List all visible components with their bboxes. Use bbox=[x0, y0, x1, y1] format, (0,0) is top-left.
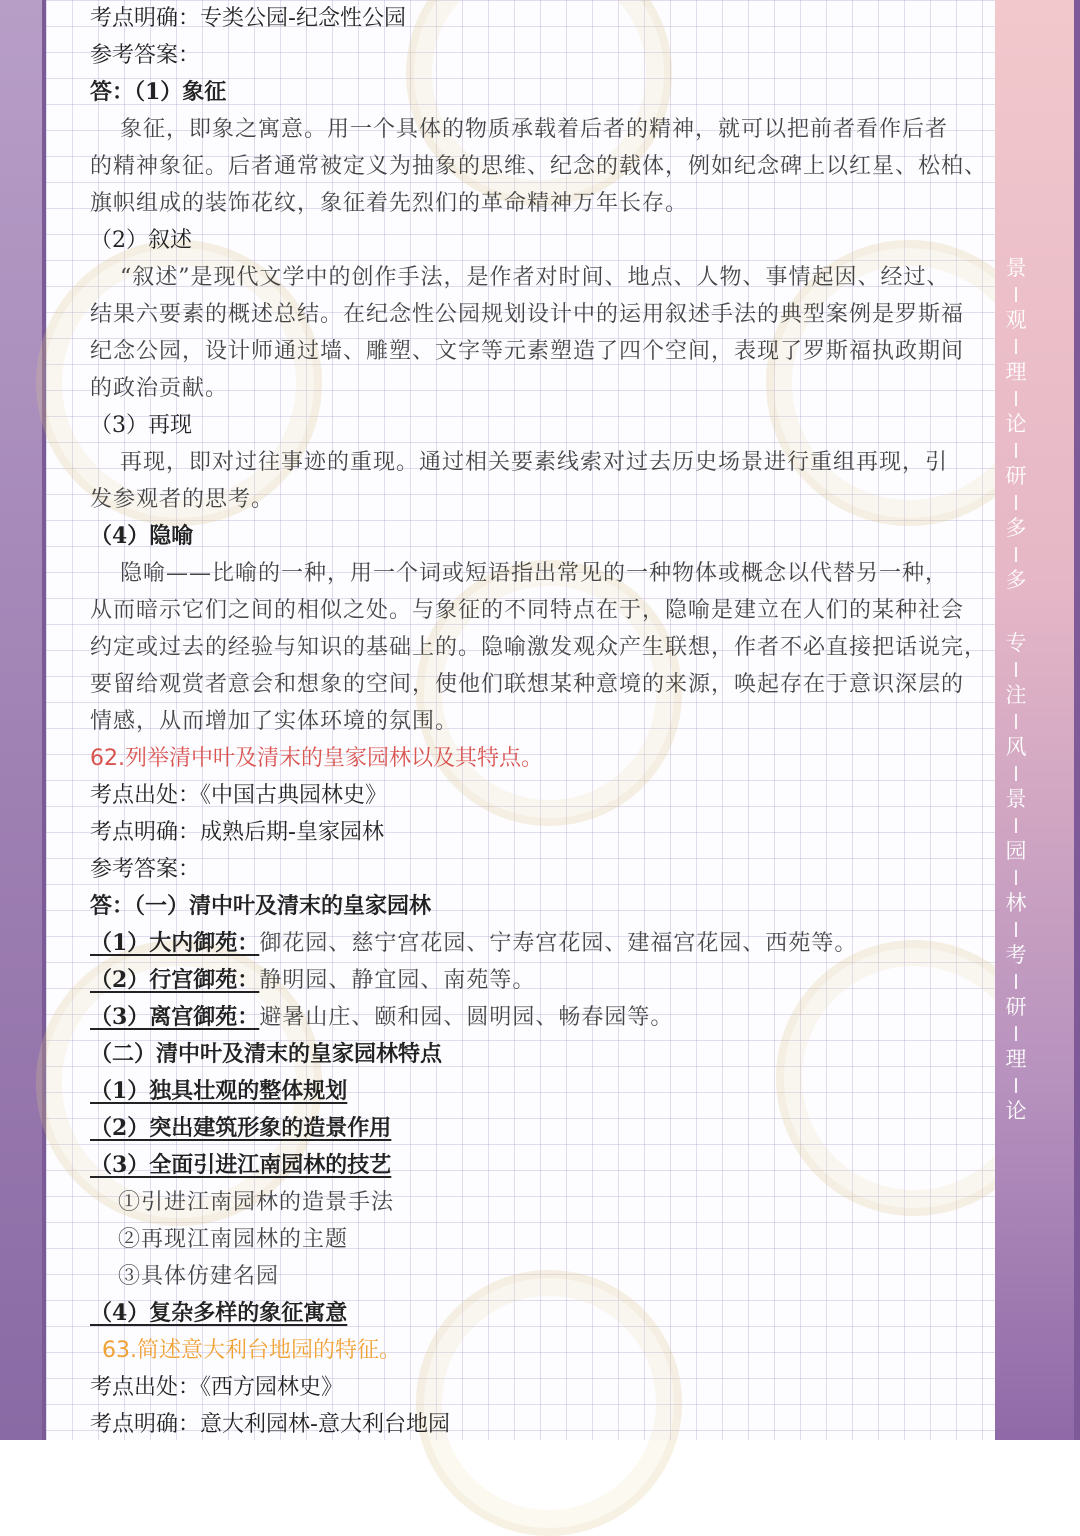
garden-category-item: （2）行宫御苑：静明园、静宜园、南苑等。 bbox=[90, 967, 536, 993]
question-62-title: 62.列举清中叶及清末的皇家园林以及其特点。 bbox=[90, 746, 543, 771]
feature-item: （3）全面引进江南园林的技艺 bbox=[90, 1152, 392, 1178]
left-decor-bar bbox=[0, 0, 46, 1440]
subheading: （2）叙述 bbox=[90, 228, 192, 253]
paragraph-line: 情感，从而增加了实体环境的氛围。 bbox=[90, 709, 459, 734]
paragraph-line: “叙述”是现代文学中的创作手法，是作者对时间、地点、人物、事情起因、经过、 bbox=[120, 265, 950, 290]
paragraph-line: 纪念公园，设计师通过墙、雕塑、文字等元素塑造了四个空间，表现了罗斯福执政期间 bbox=[90, 339, 965, 364]
question-62-source: 考点出处：《中国古典园林史》 bbox=[90, 783, 388, 808]
paragraph-line: 发参观者的思考。 bbox=[90, 487, 275, 512]
paragraph-line: 再现，即对过往事迹的重现。通过相关要素线索对过去历史场景进行重组再现，引 bbox=[120, 450, 949, 475]
garden-category-item: （1）大内御苑：御花园、慈宁宫花园、宁寿宫花园、建福宫花园、西苑等。 bbox=[90, 930, 858, 956]
subheading: （3）再现 bbox=[90, 413, 192, 438]
document-body bbox=[90, 0, 990, 1443]
feature-item: （2）突出建筑形象的造景作用 bbox=[90, 1115, 392, 1141]
sub-point: ③具体仿建名园 bbox=[118, 1264, 280, 1289]
sub-point: ②再现江南园林的主题 bbox=[118, 1227, 349, 1252]
paragraph-line: 从而暗示它们之间的相似之处。与象征的不同特点在于，隐喻是建立在人们的某种社会 bbox=[90, 598, 965, 623]
sub-point: ①引进江南园林的造景手法 bbox=[118, 1190, 395, 1215]
paragraph-line: 隐喻——比喻的一种，用一个词或短语指出常见的一种物体或概念以代替另一种， bbox=[120, 561, 949, 586]
paragraph-line: 要留给观赏者意会和想象的空间，使他们联想某种意境的来源，唤起存在于意识深层的 bbox=[90, 672, 965, 697]
garden-category-item: （3）离宫御苑：避暑山庄、颐和园、圆明园、畅春园等。 bbox=[90, 1004, 674, 1030]
kaodian-mingque: 考点明确：专类公园-纪念性公园 bbox=[90, 6, 406, 31]
paragraph-line: 的精神象征。后者通常被定义为抽象的思维、纪念的载体，例如纪念碑上以红星、松柏、 bbox=[90, 154, 988, 179]
question-63-point: 考点明确：意大利园林-意大利台地园 bbox=[90, 1412, 450, 1437]
question-63-title: 63.简述意大利台地园的特征。 bbox=[102, 1338, 401, 1363]
reference-answer-label: 参考答案： bbox=[90, 43, 201, 68]
vertical-title: 景 观 理 论 研 多 多 专 注 风 景 园 林 考 研 理 论 bbox=[1005, 256, 1027, 1123]
answer-heading: 答：（一）清中叶及清末的皇家园林 bbox=[90, 893, 432, 919]
subheading: （4）隐喻 bbox=[90, 523, 194, 549]
paragraph-line: 约定或过去的经验与知识的基础上的。隐喻激发观众产生联想，作者不必直接把话说完， bbox=[90, 635, 988, 660]
question-63-source: 考点出处：《西方园林史》 bbox=[90, 1375, 344, 1400]
paragraph-line: 旗帜组成的装饰花纹，象征着先烈们的革命精神万年长存。 bbox=[90, 191, 689, 216]
reference-answer-label: 参考答案： bbox=[90, 857, 201, 882]
question-62-point: 考点明确：成熟后期-皇家园林 bbox=[90, 820, 384, 845]
feature-item: （1）独具壮观的整体规划 bbox=[90, 1078, 348, 1104]
answer-heading: 答：（1）象征 bbox=[90, 79, 227, 105]
answer-subheading: （二）清中叶及清末的皇家园林特点 bbox=[90, 1041, 443, 1067]
paragraph-line: 结果六要素的概述总结。在纪念性公园规划设计中的运用叙述手法的典型案例是罗斯福 bbox=[90, 302, 965, 327]
paragraph-line: 的政治贡献。 bbox=[90, 376, 229, 401]
paragraph-line: 象征，即象之寓意。用一个具体的物质承载着后者的精神，就可以把前者看作后者 bbox=[120, 117, 949, 142]
feature-item: （4）复杂多样的象征寓意 bbox=[90, 1300, 348, 1326]
